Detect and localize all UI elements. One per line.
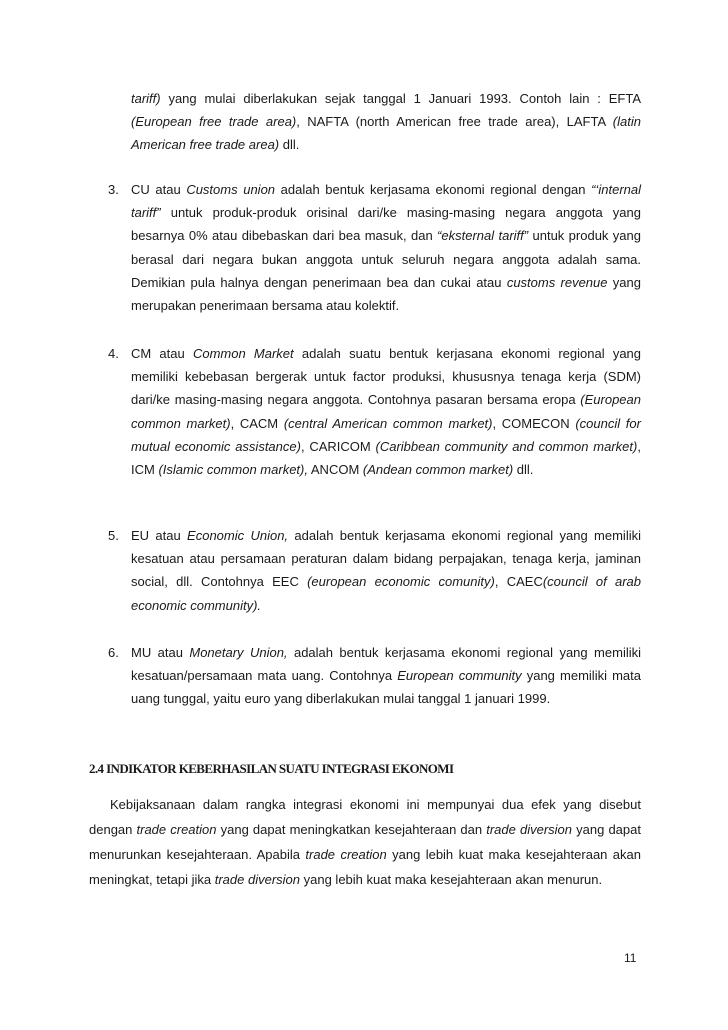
page-number: 11 — [624, 951, 637, 965]
section-heading: 2.4 INDIKATOR KEBERHASILAN SUATU INTEGRASI EKONOMI — [89, 761, 454, 776]
list-item-monetary-union: MU atau Monetary Union, adalah bentuk kerjasama ekonomi regional yang memiliki kesatuan/persamaan mata uang. Contohnya European community yang memiliki mata uang tunggal, yaitu euro yang diberlakukan mulai tanggal 1 januari 1999. — [131, 645, 642, 707]
list-number: 6. — [108, 645, 119, 660]
list-number: 4. — [108, 346, 119, 361]
list-item-common-market: CM atau Common Market adalah suatu bentuk kerjasana ekonomi regional yang memiliki kebebasan bergerak untuk factor produksi, khususnya tenaga kerja (SDM) dari/ke masing-masing negara anggota. Contohnya pasaran bersama eropa (European common market), CACM (central American common market), COMECON (council for mutual economic assistance), CARICOM (Caribbean community and common market), ICM (Islamic common market), ANCOM (Andean common market) dll. — [131, 346, 642, 478]
section-paragraph: Kebijaksanaan dalam rangka integrasi ekonomi ini mempunyai dua efek yang disebut dengan trade creation yang dapat meningkatkan kesejahteraan dan trade diversion yang dapat menurunkan kesejahteraan. Apabila trade creation yang lebih kuat maka kesejahteraan akan meningkat, tetapi jika trade diversion yang lebih kuat maka kesejahteraan akan menurun. — [89, 797, 641, 887]
list-number: 5. — [108, 528, 119, 543]
list-item-economic-union: EU atau Economic Union, adalah bentuk kerjasama ekonomi regional yang memiliki kesatuan atau persamaan peraturan dalam bidang perpajakan, tenaga kerja, jaminan social, dll. Contohnya EEC (european economic comunity), CAEC(council of arab economic community). — [131, 528, 642, 613]
list-item-continuation: tariff) yang mulai diberlakukan sejak tanggal 1 Januari 1993. Contoh lain : EFTA (European free trade area), NAFTA (north American free trade area), LAFTA (latin American free trade area) dll. — [131, 91, 641, 153]
list-item-customs-union: CU atau Customs union adalah bentuk kerjasama ekonomi regional dengan “‘internal tariff” untuk produk-produk orisinal dari/ke masing-masing negara anggota yang besarnya 0% atau dibebaskan dari bea masuk, dan “eksternal tariff” untuk produk yang berasal dari negara bukan anggota untuk seluruh negara anggota adalah sama. Demikian pula halnya dengan penerimaan bea dan cukai atau customs revenue yang merupakan penerimaan bersama atau kolektif. — [131, 182, 641, 314]
list-number: 3. — [108, 182, 119, 197]
